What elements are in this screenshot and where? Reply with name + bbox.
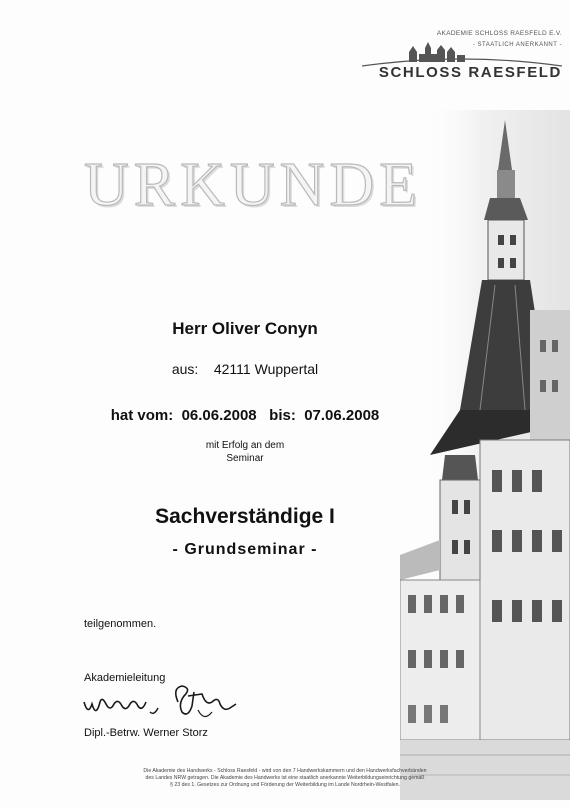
seminar-word: Seminar [226,453,264,464]
date-to-label: bis: [269,407,296,424]
signature-role: Akademieleitung [84,672,166,684]
participation-text: teilgenommen. [84,618,157,630]
recipient-name: Herr Oliver Conyn [172,319,318,338]
logo-name: SCHLOSS RAESFELD [378,64,562,81]
seminar-title: Sachverständige I [155,505,335,528]
org-line: AKADEMIE SCHLOSS RAESFELD E.V. [436,30,562,37]
footer-line: Die Akademie des Handwerks - Schloss Raesfeld - wird von den 7 Handwerkskammern und den Handwerksfachverbänden [143,768,427,774]
success-line: mit Erfolg an dem [205,440,285,451]
recipient-origin [0,361,490,377]
origin-value: 42111 Wuppertal [213,361,319,377]
seminar-subtitle: - Grundseminar - [172,541,318,558]
footer-line: § 23 des 1. Gesetzes zur Ordnung und Förderung der Weiterbildung im Lande Nordrhein-Westfalen. [170,782,400,788]
accreditation-line: - STAATLICH ANERKANNT - [472,42,562,48]
footer-text [0,768,570,789]
handwritten-signature [80,682,240,726]
certificate-title: URKUNDE [84,151,423,219]
date-to: 07.06.2008 [304,407,380,424]
origin-label: aus: [171,361,199,377]
date-from: 06.06.2008 [181,407,257,424]
academy-logo [362,30,562,80]
seminar-dates [0,407,490,424]
footer-line: des Landes NRW getragen. Die Akademie des Handwerks ist eine staatlich anerkannte Weiterbildungseinrichtung gemäß [145,775,425,781]
signatory-name: Dipl.-Betrw. Werner Storz [84,727,208,739]
date-from-label: hat vom: [110,407,174,424]
